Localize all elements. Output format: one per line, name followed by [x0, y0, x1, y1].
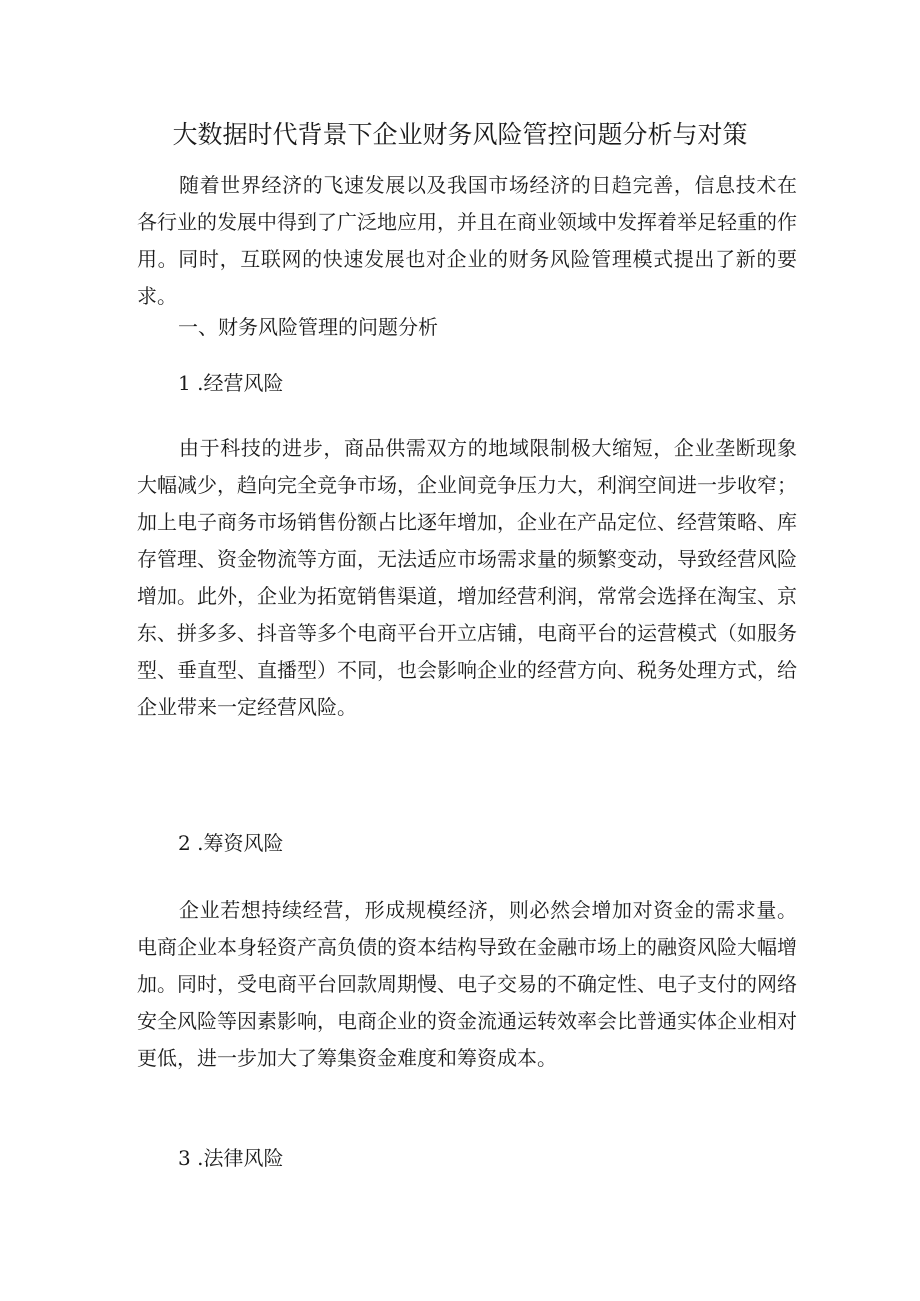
intro-paragraph: 随着世界经济的飞速发展以及我国市场经济的日趋完善，信息技术在各行业的发展中得到了广泛地应用，并且在商业领域中发挥着举足轻重的作用。同时，互联网的快速发展也对企业的财务风险管理模式提出了新的要求。: [137, 173, 797, 308]
section-heading-problem-analysis: 一、财务风险管理的问题分析: [178, 315, 438, 339]
document-title: 大数据时代背景下企业财务风险管控问题分析与对策: [172, 120, 748, 149]
subheading-operating-risk: 1 .经营风险: [178, 371, 284, 395]
subheading-legal-risk: 3 .法律风险: [178, 1146, 284, 1170]
financing-risk-paragraph: 企业若想持续经营，形成规模经济，则必然会增加对资金的需求量。电商企业本身轻资产高负债的资本结构导致在金融市场上的融资风险大幅增加。同时，受电商平台回款周期慢、电子交易的不确定性、电子支付的网络安全风险等因素影响，电商企业的资金流通运转效率会比普通实体企业相对更低，进一步加大了筹集资金难度和筹资成本。: [137, 898, 797, 1070]
subheading-financing-risk: 2 .筹资风险: [178, 831, 284, 855]
operating-risk-paragraph: 由于科技的进步，商品供需双方的地域限制极大缩短，企业垄断现象大幅减少，趋向完全竞争市场，企业间竞争压力大，利润空间进一步收窄；加上电子商务市场销售份额占比逐年增加，企业在产品定位、经营策略、库存管理、资金物流等方面，无法适应市场需求量的频繁变动，导致经营风险增加。此外，企业为拓宽销售渠道，增加经营利润，常常会选择在淘宝、京东、拼多多、抖音等多个电商平台开立店铺，电商平台的运营模式（如服务型、垂直型、直播型）不同，也会影响企业的经营方向、税务处理方式，给企业带来一定经营风险。: [137, 436, 797, 719]
